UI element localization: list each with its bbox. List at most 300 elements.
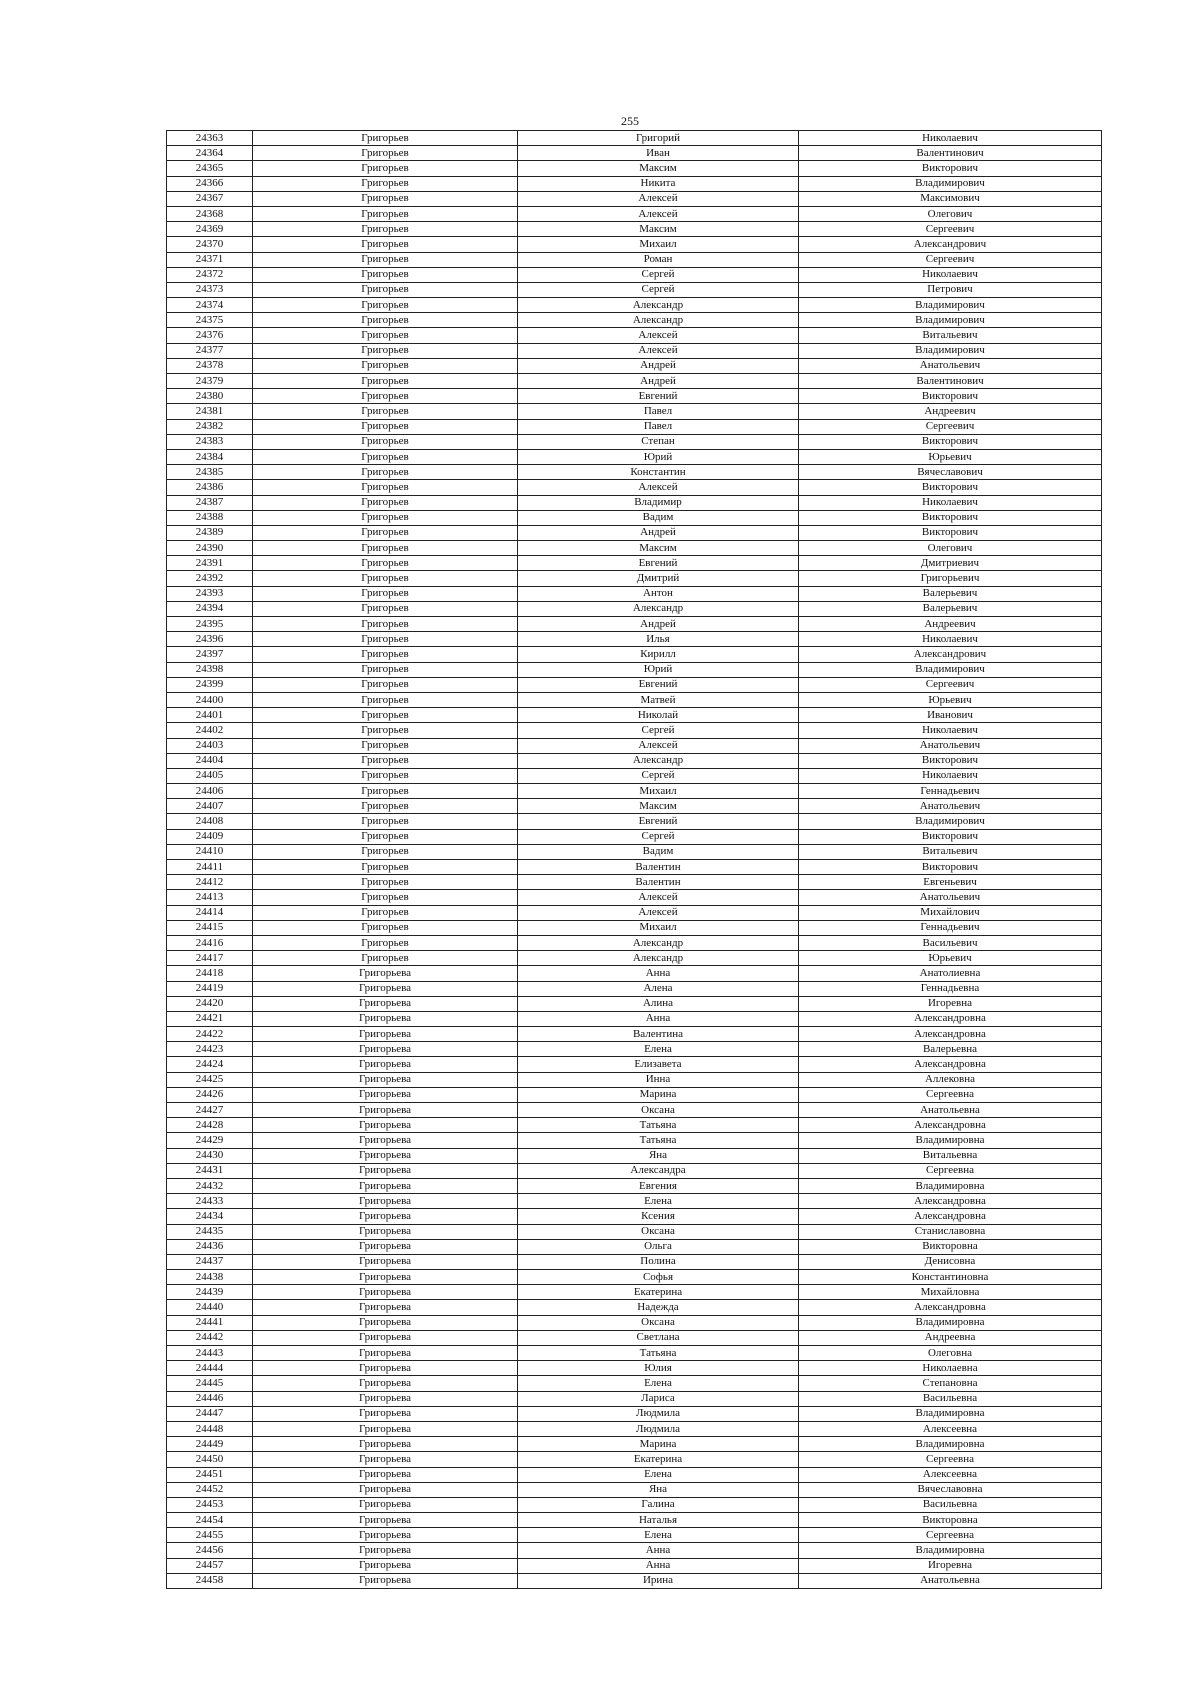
cell-patronymic: Васильевна <box>799 1497 1102 1512</box>
table-row <box>167 829 1102 844</box>
cell-patronymic: Константиновна <box>799 1270 1102 1285</box>
cell-first-name: Надежда <box>518 1300 799 1315</box>
table-row <box>167 692 1102 707</box>
cell-number: 24397 <box>167 647 253 662</box>
cell-number: 24429 <box>167 1133 253 1148</box>
table-row <box>167 237 1102 252</box>
cell-last-name: Григорьева <box>253 1497 518 1512</box>
cell-first-name: Евгений <box>518 556 799 571</box>
cell-last-name: Григорьев <box>253 708 518 723</box>
cell-last-name: Григорьева <box>253 1361 518 1376</box>
table-row <box>167 495 1102 510</box>
cell-patronymic: Сергеевна <box>799 1528 1102 1543</box>
cell-last-name: Григорьева <box>253 1072 518 1087</box>
cell-first-name: Евгения <box>518 1178 799 1193</box>
cell-patronymic: Викторович <box>799 510 1102 525</box>
cell-number: 24425 <box>167 1072 253 1087</box>
table-row <box>167 525 1102 540</box>
table-row <box>167 920 1102 935</box>
cell-number: 24437 <box>167 1254 253 1269</box>
cell-last-name: Григорьев <box>253 647 518 662</box>
table-row <box>167 298 1102 313</box>
table-row <box>167 1482 1102 1497</box>
cell-first-name: Алексей <box>518 480 799 495</box>
table-row <box>167 374 1102 389</box>
cell-number: 24444 <box>167 1361 253 1376</box>
cell-first-name: Елизавета <box>518 1057 799 1072</box>
cell-number: 24436 <box>167 1239 253 1254</box>
cell-patronymic: Владимировна <box>799 1406 1102 1421</box>
table-row <box>167 282 1102 297</box>
cell-last-name: Григорьева <box>253 1482 518 1497</box>
cell-last-name: Григорьева <box>253 1346 518 1361</box>
cell-first-name: Сергей <box>518 267 799 282</box>
cell-patronymic: Владимировна <box>799 1133 1102 1148</box>
cell-first-name: Сергей <box>518 282 799 297</box>
cell-number: 24383 <box>167 434 253 449</box>
cell-patronymic: Валерьевич <box>799 586 1102 601</box>
cell-patronymic: Григорьевич <box>799 571 1102 586</box>
cell-patronymic: Анатольевна <box>799 1103 1102 1118</box>
cell-first-name: Алексей <box>518 738 799 753</box>
cell-number: 24393 <box>167 586 253 601</box>
cell-patronymic: Сергеевна <box>799 1163 1102 1178</box>
cell-number: 24457 <box>167 1558 253 1573</box>
cell-number: 24394 <box>167 601 253 616</box>
cell-last-name: Григорьев <box>253 131 518 146</box>
cell-last-name: Григорьев <box>253 541 518 556</box>
cell-last-name: Григорьева <box>253 1118 518 1133</box>
cell-first-name: Алексей <box>518 328 799 343</box>
cell-first-name: Евгений <box>518 814 799 829</box>
cell-patronymic: Станиславовна <box>799 1224 1102 1239</box>
cell-last-name: Григорьева <box>253 1437 518 1452</box>
table-row <box>167 1209 1102 1224</box>
cell-number: 24420 <box>167 996 253 1011</box>
table-row <box>167 222 1102 237</box>
table-row <box>167 875 1102 890</box>
table-row <box>167 1558 1102 1573</box>
cell-number: 24424 <box>167 1057 253 1072</box>
cell-patronymic: Игоревна <box>799 996 1102 1011</box>
table-row <box>167 1543 1102 1558</box>
table-row <box>167 541 1102 556</box>
cell-last-name: Григорьев <box>253 449 518 464</box>
table-row <box>167 146 1102 161</box>
cell-last-name: Григорьева <box>253 1391 518 1406</box>
cell-first-name: Анна <box>518 966 799 981</box>
cell-patronymic: Андреевич <box>799 617 1102 632</box>
table-row <box>167 556 1102 571</box>
table-row <box>167 1072 1102 1087</box>
cell-number: 24410 <box>167 844 253 859</box>
cell-first-name: Елена <box>518 1467 799 1482</box>
cell-number: 24434 <box>167 1209 253 1224</box>
table-row <box>167 176 1102 191</box>
table-row <box>167 784 1102 799</box>
cell-number: 24398 <box>167 662 253 677</box>
table-row <box>167 191 1102 206</box>
cell-first-name: Оксана <box>518 1224 799 1239</box>
cell-number: 24423 <box>167 1042 253 1057</box>
table-row <box>167 1315 1102 1330</box>
cell-last-name: Григорьева <box>253 1133 518 1148</box>
cell-number: 24433 <box>167 1194 253 1209</box>
table-row <box>167 1285 1102 1300</box>
cell-number: 24426 <box>167 1087 253 1102</box>
cell-last-name: Григорьева <box>253 1178 518 1193</box>
cell-number: 24456 <box>167 1543 253 1558</box>
cell-first-name: Наталья <box>518 1513 799 1528</box>
table-row <box>167 814 1102 829</box>
cell-first-name: Александр <box>518 313 799 328</box>
cell-first-name: Максим <box>518 222 799 237</box>
cell-first-name: Александр <box>518 951 799 966</box>
cell-number: 24382 <box>167 419 253 434</box>
cell-patronymic: Владимировна <box>799 1315 1102 1330</box>
cell-first-name: Людмила <box>518 1406 799 1421</box>
cell-number: 24422 <box>167 1027 253 1042</box>
cell-number: 24365 <box>167 161 253 176</box>
table-row <box>167 1437 1102 1452</box>
cell-first-name: Андрей <box>518 525 799 540</box>
cell-last-name: Григорьева <box>253 1087 518 1102</box>
cell-last-name: Григорьев <box>253 328 518 343</box>
cell-number: 24415 <box>167 920 253 935</box>
cell-last-name: Григорьев <box>253 723 518 738</box>
cell-first-name: Анна <box>518 1558 799 1573</box>
cell-number: 24455 <box>167 1528 253 1543</box>
cell-number: 24408 <box>167 814 253 829</box>
cell-last-name: Григорьева <box>253 1011 518 1026</box>
cell-patronymic: Владимирович <box>799 814 1102 829</box>
table-row <box>167 1361 1102 1376</box>
table-row <box>167 1254 1102 1269</box>
cell-last-name: Григорьева <box>253 1239 518 1254</box>
table-row <box>167 1194 1102 1209</box>
cell-patronymic: Викторовна <box>799 1239 1102 1254</box>
cell-last-name: Григорьев <box>253 237 518 252</box>
cell-patronymic: Петрович <box>799 282 1102 297</box>
cell-last-name: Григорьев <box>253 313 518 328</box>
table-row <box>167 1300 1102 1315</box>
cell-number: 24409 <box>167 829 253 844</box>
cell-number: 24441 <box>167 1315 253 1330</box>
cell-first-name: Алексей <box>518 905 799 920</box>
cell-patronymic: Геннадьевич <box>799 784 1102 799</box>
cell-patronymic: Владимировна <box>799 1543 1102 1558</box>
cell-patronymic: Александрович <box>799 647 1102 662</box>
table-row <box>167 1011 1102 1026</box>
registry-rows <box>167 131 1102 1589</box>
table-row <box>167 708 1102 723</box>
cell-first-name: Илья <box>518 632 799 647</box>
cell-number: 24452 <box>167 1482 253 1497</box>
cell-first-name: Максим <box>518 541 799 556</box>
cell-number: 24449 <box>167 1437 253 1452</box>
table-row <box>167 860 1102 875</box>
cell-first-name: Андрей <box>518 374 799 389</box>
cell-last-name: Григорьев <box>253 176 518 191</box>
cell-number: 24374 <box>167 298 253 313</box>
cell-first-name: Матвей <box>518 692 799 707</box>
cell-last-name: Григорьева <box>253 1300 518 1315</box>
cell-patronymic: Николаевич <box>799 267 1102 282</box>
cell-number: 24413 <box>167 890 253 905</box>
cell-first-name: Юрий <box>518 449 799 464</box>
table-row <box>167 1573 1102 1588</box>
cell-first-name: Евгений <box>518 677 799 692</box>
table-row <box>167 313 1102 328</box>
cell-last-name: Григорьева <box>253 1194 518 1209</box>
cell-patronymic: Александровна <box>799 1300 1102 1315</box>
table-row <box>167 935 1102 950</box>
cell-last-name: Григорьев <box>253 525 518 540</box>
cell-last-name: Григорьев <box>253 480 518 495</box>
cell-last-name: Григорьев <box>253 571 518 586</box>
cell-patronymic: Алексеевна <box>799 1467 1102 1482</box>
cell-last-name: Григорьев <box>253 632 518 647</box>
cell-last-name: Григорьева <box>253 1042 518 1057</box>
cell-first-name: Максим <box>518 161 799 176</box>
cell-patronymic: Анатолиевна <box>799 966 1102 981</box>
cell-patronymic: Сергеевич <box>799 677 1102 692</box>
cell-number: 24368 <box>167 206 253 221</box>
cell-number: 24369 <box>167 222 253 237</box>
cell-patronymic: Михайлович <box>799 905 1102 920</box>
table-row <box>167 404 1102 419</box>
cell-last-name: Григорьев <box>253 510 518 525</box>
cell-patronymic: Николаевич <box>799 768 1102 783</box>
cell-last-name: Григорьева <box>253 981 518 996</box>
cell-number: 24406 <box>167 784 253 799</box>
cell-patronymic: Александровна <box>799 1118 1102 1133</box>
cell-number: 24403 <box>167 738 253 753</box>
cell-patronymic: Викторович <box>799 389 1102 404</box>
table-row <box>167 1042 1102 1057</box>
cell-number: 24390 <box>167 541 253 556</box>
cell-patronymic: Александрович <box>799 237 1102 252</box>
table-row <box>167 465 1102 480</box>
table-row <box>167 723 1102 738</box>
cell-first-name: Александр <box>518 753 799 768</box>
cell-last-name: Григорьев <box>253 282 518 297</box>
table-row <box>167 1391 1102 1406</box>
cell-last-name: Григорьева <box>253 1163 518 1178</box>
table-row <box>167 1528 1102 1543</box>
cell-last-name: Григорьева <box>253 1467 518 1482</box>
table-row <box>167 252 1102 267</box>
table-row <box>167 328 1102 343</box>
cell-number: 24417 <box>167 951 253 966</box>
cell-patronymic: Олегович <box>799 206 1102 221</box>
table-row <box>167 1270 1102 1285</box>
cell-number: 24396 <box>167 632 253 647</box>
cell-last-name: Григорьева <box>253 1103 518 1118</box>
table-row <box>167 905 1102 920</box>
table-row <box>167 161 1102 176</box>
cell-number: 24448 <box>167 1421 253 1436</box>
table-row <box>167 1224 1102 1239</box>
cell-number: 24391 <box>167 556 253 571</box>
cell-patronymic: Викторович <box>799 480 1102 495</box>
cell-patronymic: Игоревна <box>799 1558 1102 1573</box>
cell-first-name: Сергей <box>518 768 799 783</box>
cell-last-name: Григорьев <box>253 692 518 707</box>
cell-patronymic: Евгеньевич <box>799 875 1102 890</box>
cell-number: 24416 <box>167 935 253 950</box>
cell-last-name: Григорьев <box>253 601 518 616</box>
cell-number: 24370 <box>167 237 253 252</box>
cell-number: 24432 <box>167 1178 253 1193</box>
cell-patronymic: Анатольевич <box>799 358 1102 373</box>
cell-first-name: Софья <box>518 1270 799 1285</box>
cell-last-name: Григорьев <box>253 343 518 358</box>
cell-first-name: Елена <box>518 1042 799 1057</box>
cell-patronymic: Николаевич <box>799 723 1102 738</box>
cell-first-name: Вадим <box>518 844 799 859</box>
table-row <box>167 358 1102 373</box>
cell-first-name: Татьяна <box>518 1133 799 1148</box>
cell-last-name: Григорьева <box>253 1406 518 1421</box>
cell-last-name: Григорьев <box>253 298 518 313</box>
table-row <box>167 981 1102 996</box>
cell-first-name: Валентина <box>518 1027 799 1042</box>
cell-patronymic: Вячеславовна <box>799 1482 1102 1497</box>
cell-first-name: Екатерина <box>518 1285 799 1300</box>
cell-patronymic: Валерьевна <box>799 1042 1102 1057</box>
cell-first-name: Ольга <box>518 1239 799 1254</box>
table-row <box>167 571 1102 586</box>
cell-patronymic: Алексеевна <box>799 1421 1102 1436</box>
cell-first-name: Анна <box>518 1011 799 1026</box>
cell-last-name: Григорьева <box>253 1330 518 1345</box>
cell-first-name: Александр <box>518 298 799 313</box>
cell-number: 24407 <box>167 799 253 814</box>
cell-last-name: Григорьев <box>253 905 518 920</box>
cell-number: 24376 <box>167 328 253 343</box>
cell-first-name: Андрей <box>518 358 799 373</box>
cell-last-name: Григорьев <box>253 419 518 434</box>
cell-number: 24380 <box>167 389 253 404</box>
cell-last-name: Григорьев <box>253 935 518 950</box>
cell-first-name: Елена <box>518 1194 799 1209</box>
cell-number: 24411 <box>167 860 253 875</box>
cell-first-name: Александр <box>518 601 799 616</box>
cell-patronymic: Сергеевна <box>799 1452 1102 1467</box>
cell-first-name: Алексей <box>518 206 799 221</box>
table-row <box>167 601 1102 616</box>
cell-number: 24389 <box>167 525 253 540</box>
cell-patronymic: Валерьевич <box>799 601 1102 616</box>
cell-last-name: Григорьев <box>253 191 518 206</box>
table-row <box>167 1330 1102 1345</box>
cell-patronymic: Степановна <box>799 1376 1102 1391</box>
cell-patronymic: Николаевич <box>799 131 1102 146</box>
cell-last-name: Григорьев <box>253 784 518 799</box>
cell-first-name: Татьяна <box>518 1346 799 1361</box>
cell-last-name: Григорьева <box>253 996 518 1011</box>
cell-last-name: Григорьева <box>253 1224 518 1239</box>
cell-last-name: Григорьев <box>253 662 518 677</box>
cell-last-name: Григорьев <box>253 860 518 875</box>
cell-last-name: Григорьев <box>253 465 518 480</box>
cell-last-name: Григорьева <box>253 1254 518 1269</box>
cell-first-name: Анна <box>518 1543 799 1558</box>
cell-patronymic: Иванович <box>799 708 1102 723</box>
table-row <box>167 510 1102 525</box>
cell-first-name: Ксения <box>518 1209 799 1224</box>
table-row <box>167 1133 1102 1148</box>
cell-last-name: Григорьев <box>253 677 518 692</box>
cell-last-name: Григорьев <box>253 920 518 935</box>
cell-number: 24419 <box>167 981 253 996</box>
cell-last-name: Григорьев <box>253 434 518 449</box>
cell-number: 24377 <box>167 343 253 358</box>
cell-patronymic: Сергеевич <box>799 222 1102 237</box>
cell-last-name: Григорьев <box>253 404 518 419</box>
table-row <box>167 343 1102 358</box>
cell-first-name: Григорий <box>518 131 799 146</box>
cell-number: 24405 <box>167 768 253 783</box>
cell-patronymic: Дмитриевич <box>799 556 1102 571</box>
cell-patronymic: Денисовна <box>799 1254 1102 1269</box>
cell-first-name: Сергей <box>518 829 799 844</box>
table-row <box>167 434 1102 449</box>
cell-first-name: Инна <box>518 1072 799 1087</box>
registry-table <box>166 130 1102 1589</box>
cell-number: 24401 <box>167 708 253 723</box>
cell-last-name: Григорьева <box>253 1421 518 1436</box>
table-row <box>167 966 1102 981</box>
cell-patronymic: Александровна <box>799 1027 1102 1042</box>
cell-last-name: Григорьева <box>253 1573 518 1588</box>
cell-last-name: Григорьева <box>253 1270 518 1285</box>
cell-number: 24375 <box>167 313 253 328</box>
cell-first-name: Оксана <box>518 1315 799 1330</box>
cell-first-name: Вадим <box>518 510 799 525</box>
cell-number: 24381 <box>167 404 253 419</box>
cell-number: 24404 <box>167 753 253 768</box>
cell-patronymic: Анатольевич <box>799 738 1102 753</box>
cell-last-name: Григорьев <box>253 586 518 601</box>
table-row <box>167 1239 1102 1254</box>
cell-first-name: Михаил <box>518 920 799 935</box>
cell-last-name: Григорьев <box>253 358 518 373</box>
table-row <box>167 1452 1102 1467</box>
cell-patronymic: Васильевна <box>799 1391 1102 1406</box>
cell-patronymic: Анатольевич <box>799 799 1102 814</box>
cell-number: 24445 <box>167 1376 253 1391</box>
cell-number: 24400 <box>167 692 253 707</box>
table-row <box>167 1148 1102 1163</box>
cell-patronymic: Викторович <box>799 434 1102 449</box>
cell-number: 24364 <box>167 146 253 161</box>
cell-number: 24453 <box>167 1497 253 1512</box>
cell-last-name: Григорьев <box>253 161 518 176</box>
cell-last-name: Григорьев <box>253 890 518 905</box>
cell-patronymic: Витальевич <box>799 328 1102 343</box>
cell-first-name: Иван <box>518 146 799 161</box>
cell-patronymic: Сергеевич <box>799 252 1102 267</box>
cell-patronymic: Валентинович <box>799 146 1102 161</box>
cell-patronymic: Витальевич <box>799 844 1102 859</box>
cell-number: 24379 <box>167 374 253 389</box>
table-row <box>167 1103 1102 1118</box>
cell-first-name: Павел <box>518 419 799 434</box>
cell-last-name: Григорьев <box>253 768 518 783</box>
cell-patronymic: Геннадьевна <box>799 981 1102 996</box>
